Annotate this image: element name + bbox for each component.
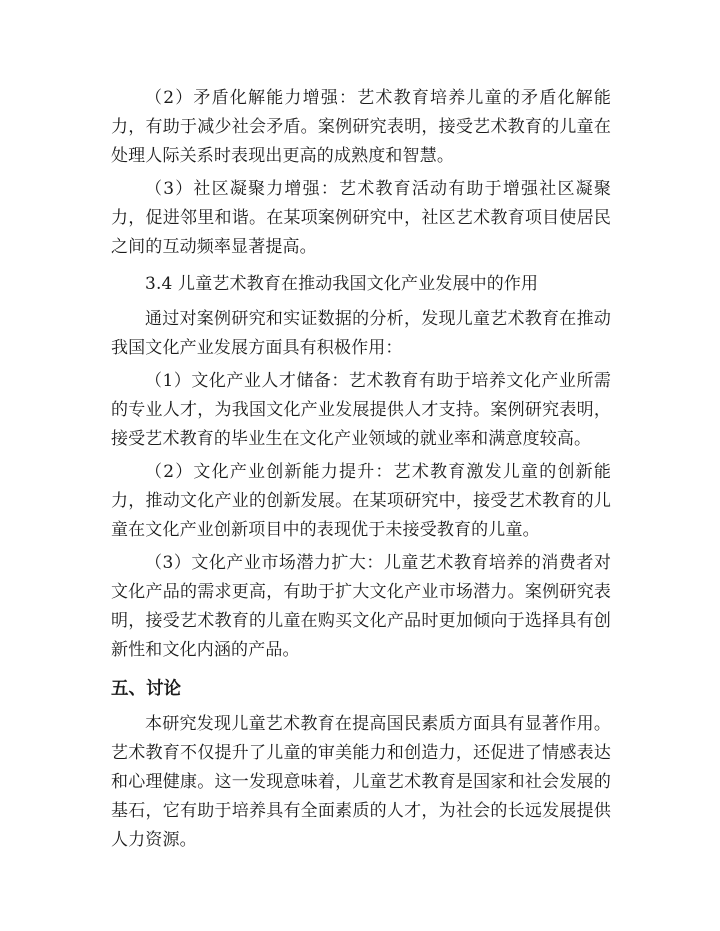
paragraph-analysis-intro: 通过对案例研究和实证数据的分析，发现儿童艺术教育在推动我国文化产业发展方面具有积极作用： xyxy=(111,309,611,358)
paragraph-community-cohesion: （3）社区凝聚力增强：艺术教育活动有助于增强社区凝聚力，促进邻里和谐。在某项案例研究中，社区艺术教育项目使居民之间的互动频率显著提高。 xyxy=(111,179,611,257)
paragraph-discussion: 本研究发现儿童艺术教育在提高国民素质方面具有显著作用。艺术教育不仅提升了儿童的审美能力和创造力，还促进了情感表达和心理健康。这一发现意味着，儿童艺术教育是国家和社会发展的基石，它有助于培养具有全面素质的人才，为社会的长远发展提供人力资源。 xyxy=(111,714,611,850)
paragraph-conflict-resolution: （2）矛盾化解能力增强：艺术教育培养儿童的矛盾化解能力，有助于减少社会矛盾。案例研究表明，接受艺术教育的儿童在处理人际关系时表现出更高的成熟度和智慧。 xyxy=(111,88,611,166)
subsection-heading-3-4: 3.4 儿童艺术教育在推动我国文化产业发展中的作用 xyxy=(145,274,539,294)
paragraph-innovation: （2）文化产业创新能力提升：艺术教育激发儿童的创新能力，推动文化产业的创新发展。在某项研究中，接受艺术教育的儿童在文化产业创新项目中的表现优于未接受教育的儿童。 xyxy=(111,462,611,540)
paragraph-market-potential: （3）文化产业市场潜力扩大：儿童艺术教育培养的消费者对文化产品的需求更高，有助于扩大文化产业市场潜力。案例研究表明，接受艺术教育的儿童在购买文化产品时更加倾向于选择具有创新性和文化内涵的产品。 xyxy=(111,553,611,660)
section-heading-discussion: 五、讨论 xyxy=(111,679,181,699)
document-page xyxy=(111,84,611,855)
paragraph-talent-reserve: （1）文化产业人才储备：艺术教育有助于培养文化产业所需的专业人才，为我国文化产业发展提供人才支持。案例研究表明，接受艺术教育的毕业生在文化产业领域的就业率和满意度较高。 xyxy=(111,371,611,449)
